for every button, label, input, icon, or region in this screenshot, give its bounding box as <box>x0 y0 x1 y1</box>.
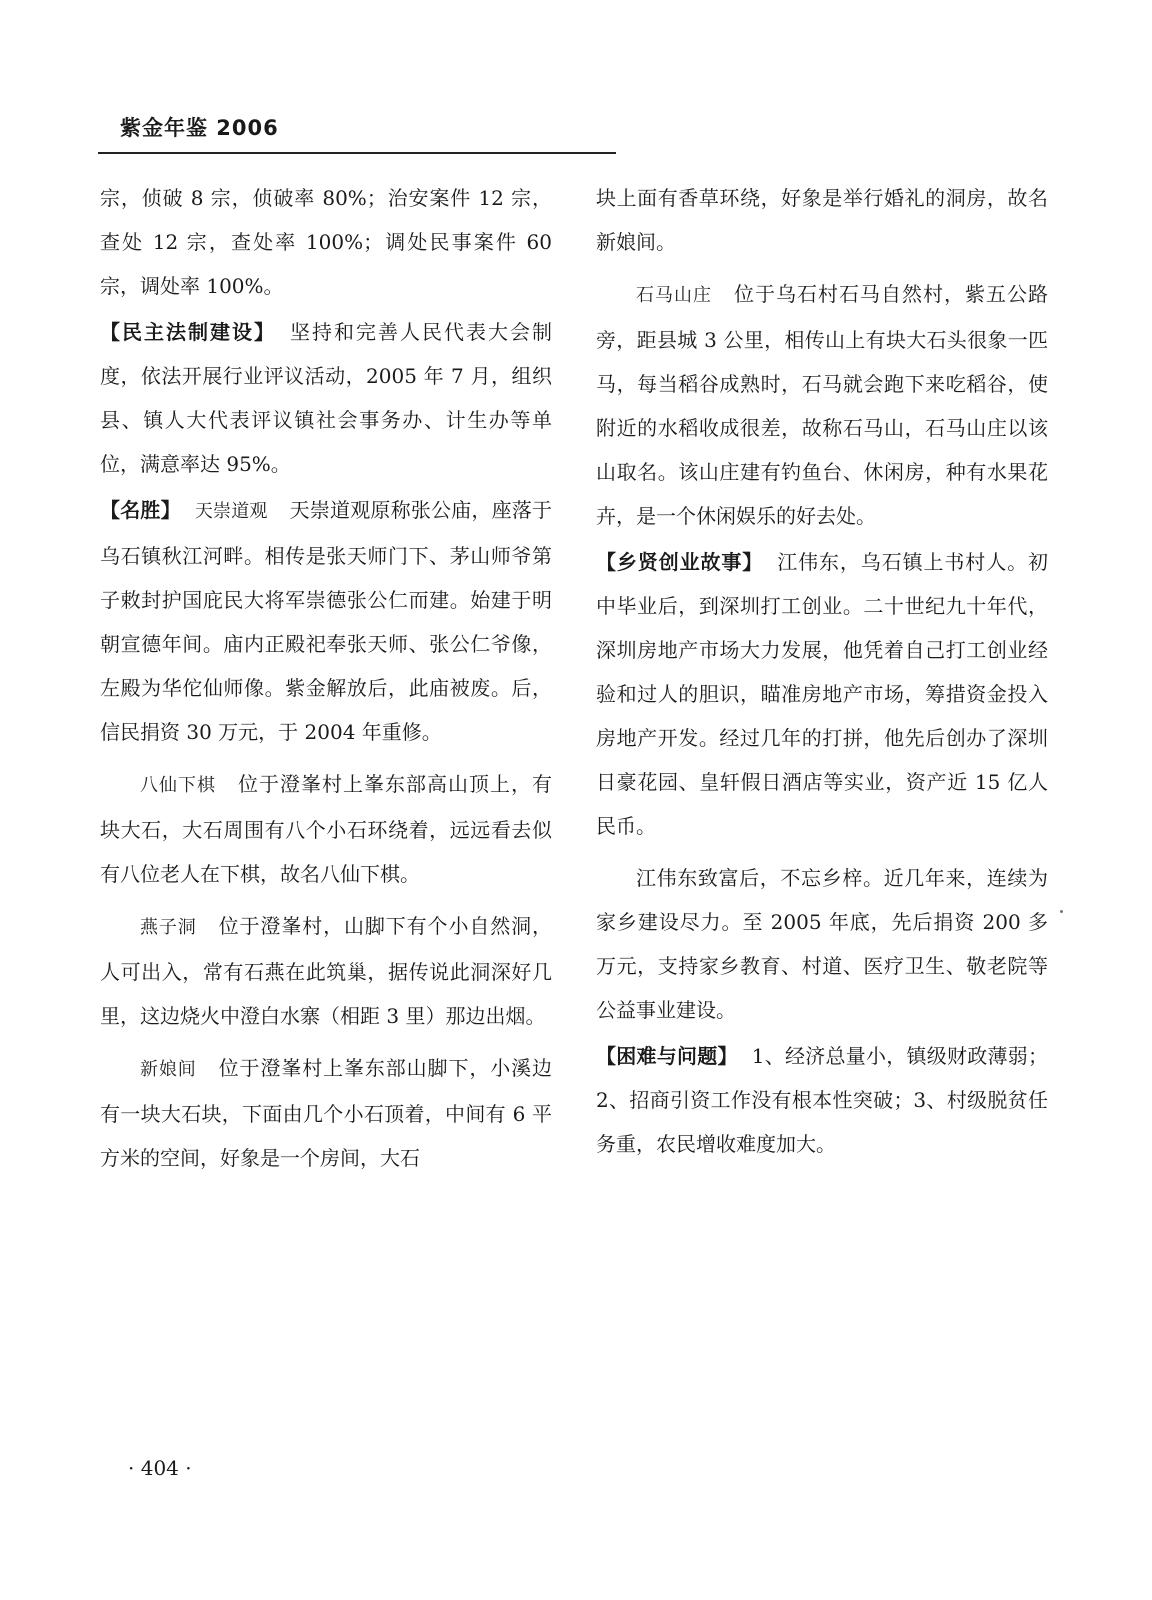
section-body: 1、经济总量小，镇级财政薄弱；2、招商引资工作没有根本性突破；3、村级脱贫任务重，农民增收难度加大。 <box>596 1044 1049 1156</box>
section-title: 【困难与问题】 <box>596 1044 738 1068</box>
right-column <box>596 176 1048 1166</box>
paragraph-body: 位于澄峯村上峯东部山脚下，小溪边有一块大石块，下面由几个小石顶着，中间有 6 平方米的空间，好象是一个房间，大石 <box>100 1056 553 1170</box>
place-name: 燕子洞 <box>140 917 197 938</box>
place-name: 八仙下棋 <box>140 775 216 796</box>
paragraph-body: 位于澄峯村，山脚下有个小自然洞，人可出入，常有石燕在此筑巢，据传说此洞深好几里，这边烧火中澄白水寨（相距 3 里）那边出烟。 <box>100 914 553 1028</box>
page-number: · 404 · <box>128 1456 192 1480</box>
section-scenic-spots <box>100 488 552 754</box>
header-rule <box>98 152 616 154</box>
paragraph-yanzi-dong <box>100 904 552 1038</box>
paragraph-body: 位于乌石村石马自然村，紫五公路旁，距县城 3 公里，相传山上有块大石头很象一匹马，每当稻谷成熟时，石马就会跑下来吃稻谷，使附近的水稻收成很差，故称石马山，石马山庄以该山取名。该山庄建有钓鱼台、休闲房，种有水果花卉，是一个休闲娱乐的好去处。 <box>596 282 1048 528</box>
running-title: 紫金年鉴 2006 <box>120 116 279 140</box>
section-democracy-law <box>100 310 552 486</box>
section-title: 【民主法制建设】 <box>100 320 276 344</box>
section-body: 天崇道观原称张公庙，座落于乌石镇秋江河畔。相传是张天师门下、茅山师爷第子敕封护国庇民大将军崇德张公仁而建。始建于明朝宣德年间。庙内正殿祀奉张天师、张公仁爷像，左殿为华佗仙师像。紫金解放后，此庙被废。后，信民捐资 30 万元，于 2004 年重修。 <box>100 498 553 744</box>
section-body: 坚持和完善人民代表大会制度，依法开展行业评议活动，2005 年 7 月，组织县、镇人大代表评议镇社会事务办、计生办等单位，满意率达 95%。 <box>100 320 552 476</box>
scan-speck <box>1060 910 1063 913</box>
paragraph-body: 位于澄峯村上峯东部高山顶上，有块大石，大石周围有八个小石环绕着，远远看去似有八位老人在下棋，故名八仙下棋。 <box>100 772 552 886</box>
place-name: 新娘间 <box>140 1059 197 1080</box>
paragraph-continuation: 块上面有香草环绕，好象是举行婚礼的洞房，故名新娘间。 <box>596 186 1048 254</box>
paragraph-shima-shanzhuang <box>596 272 1048 538</box>
left-column <box>100 176 552 1180</box>
section-title: 【名胜】 <box>100 498 181 522</box>
section-difficulties <box>596 1034 1048 1166</box>
paragraph-case-stats: 宗，侦破 8 宗，侦破率 80%；治安案件 12 宗，查处 12 宗，查处率 100%；调处民事案件 60 宗，调处率 100%。 <box>100 186 552 298</box>
paragraph-donations: 江伟东致富后，不忘乡梓。近几年来，连续为家乡建设尽力。至 2005 年底，先后捐资 200 多万元，支持家乡教育、村道、医疗卫生、敬老院等公益事业建设。 <box>596 866 1048 1022</box>
paragraph-baxian-xiaqi <box>100 762 552 896</box>
place-name: 天崇道观 <box>194 501 268 522</box>
section-body: 江伟东，乌石镇上书村人。初中毕业后，到深圳打工创业。二十世纪九十年代，深圳房地产市场大力发展，他凭着自己打工创业经验和过人的胆识，瞄准房地产市场，筹措资金投入房地产开发。经过几年的打拼，他先后创办了深圳日豪花园、皇轩假日酒店等实业，资产近 15 亿人民币。 <box>596 550 1049 838</box>
paragraph-xinniang-jian <box>100 1046 552 1180</box>
section-local-entrepreneur <box>596 540 1048 848</box>
place-name: 石马山庄 <box>636 285 712 306</box>
section-title: 【乡贤创业故事】 <box>596 550 764 574</box>
